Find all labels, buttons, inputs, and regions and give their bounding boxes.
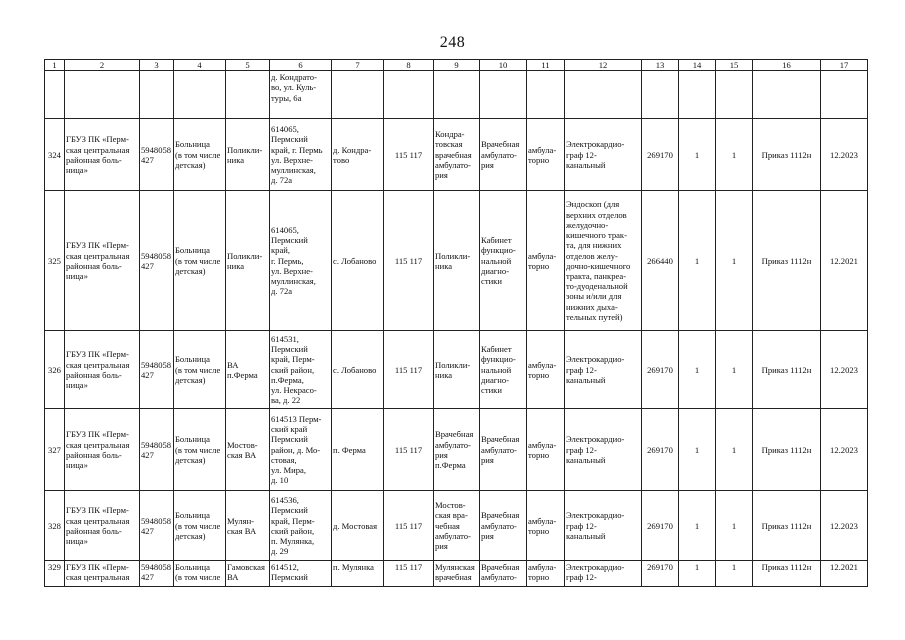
cell-text: 327 [48,444,61,455]
cell-text: амбула- торно [528,250,557,271]
cell-text: 12.2021 [830,255,858,266]
cell-text: 5948058 427 [141,144,172,165]
table-cell [270,191,332,331]
cell-text: 115 117 [394,562,423,573]
cell-text: 1 [694,149,700,160]
table-cell [565,191,642,331]
table-row [45,491,868,561]
cell-text: Эндоскоп (для верхних отделов желудочно- кишечного трак- та, для нижних отделов желу- дочно-кишечного тракта, панкреа- то-дуоденальной зоны и/или для нижних дыха- тельных путей) [566,199,631,322]
table-cell [174,191,226,331]
cell-text: Приказ 1112н [761,562,812,573]
table-cell [140,409,174,491]
cell-text: д. Кондра- тово [333,144,372,165]
table-cell [480,119,527,191]
table-cell [716,561,753,587]
cell-text: 115 117 [394,520,423,531]
table-cell [65,491,140,561]
table-cell [226,561,270,587]
cell-text: с. Лобаново [333,364,377,375]
cell-text: Врачебная амбулато- рия [481,510,520,541]
table-cell [65,561,140,587]
table-cell [642,119,679,191]
table-cell [384,561,434,587]
column-number-header: 2 [65,60,140,71]
cell-text: Поликли- ника [227,250,263,271]
column-number-header: 15 [716,60,753,71]
column-number-header: 13 [642,60,679,71]
table-cell [226,191,270,331]
table-cell [753,119,821,191]
cell-text: 1 [731,149,737,160]
table-cell [753,71,821,119]
cell-text: 614065, Пермский край, г. Пермь ул. Верхне- муллинская, д. 72а [271,124,323,186]
cell-text: ГБУЗ ПК «Перм- ская центральная районная боль- ница» [66,349,130,390]
cell-text: 5948058 427 [141,439,172,460]
table-cell [679,119,716,191]
table-cell [821,561,868,587]
table-cell [527,119,565,191]
cell-text: 1 [694,444,700,455]
cell-text: 12.2023 [830,444,858,455]
cell-text: 1 [731,255,737,266]
cell-text: 115 117 [394,149,423,160]
cell-text: Кондра- товская врачебная амбулато- рия [435,129,472,180]
table-cell [270,331,332,409]
cell-text: Больница (в том числе детская) [175,245,221,276]
cell-text: ГБУЗ ПК «Перм- ская центральная районная боль- ница» [66,429,130,470]
table-cell [270,71,332,119]
table-cell [174,409,226,491]
column-number-header: 17 [821,60,868,71]
cell-text: Мостов- ская вра- чебная амбулато- рия [435,500,471,551]
cell-text: Больница (в том числе детская) [175,139,221,170]
cell-text: амбула- торно [528,562,557,583]
table-row [45,409,868,491]
table-cell [384,409,434,491]
table-cell [226,491,270,561]
table-cell [480,71,527,119]
cell-text: Гамовская ВА [227,562,265,583]
column-number-header: 5 [226,60,270,71]
column-number-row [45,60,868,71]
table-cell [434,191,480,331]
table-cell [45,331,65,409]
table-cell [45,71,65,119]
table-cell [174,119,226,191]
cell-text: Электрокардио- граф 12- канальный [566,139,625,170]
cell-text: Больница (в том числе детская) [175,510,221,541]
table-cell [679,409,716,491]
table-cell [821,331,868,409]
table-cell [434,409,480,491]
table-cell [527,409,565,491]
table-cell [527,491,565,561]
table-cell [527,71,565,119]
column-number-header: 11 [527,60,565,71]
page-number: 248 [439,34,466,51]
cell-text: Поликли- ника [227,144,263,165]
table-cell [174,561,226,587]
cell-text: 12.2023 [830,149,858,160]
cell-text: Больница (в том числе детская) [175,434,221,465]
cell-text: д. Кондрато- во, ул. Куль- туры, 6а [271,72,317,103]
table-cell [821,491,868,561]
table-cell [332,119,384,191]
table-cell [821,71,868,119]
cell-text: 328 [48,520,61,531]
cell-text: Приказ 1112н [761,444,812,455]
cell-text: 269170 [647,444,673,455]
table-cell [565,71,642,119]
table-cell [434,331,480,409]
table-cell [65,191,140,331]
table-cell [384,331,434,409]
table-cell [679,191,716,331]
table-cell [642,191,679,331]
table-cell [480,409,527,491]
table-cell [45,491,65,561]
table-row [45,191,868,331]
column-number-header: 3 [140,60,174,71]
table-cell [332,71,384,119]
table-cell [480,491,527,561]
table-cell [753,331,821,409]
cell-text: 269170 [647,520,673,531]
table-cell [565,561,642,587]
cell-text: 1 [731,520,737,531]
table-cell [65,71,140,119]
cell-text: 1 [731,364,737,375]
table-cell [140,331,174,409]
table-cell [679,71,716,119]
cell-text: 269170 [647,562,673,573]
table-cell [642,71,679,119]
cell-text: ГБУЗ ПК «Перм- ская центральная районная боль- ница» [66,134,130,175]
table-cell [434,71,480,119]
table-cell [140,491,174,561]
cell-text: 269170 [647,149,673,160]
cell-text: Электрокардио- граф 12- [566,562,625,583]
table-cell [384,119,434,191]
table-cell [140,191,174,331]
table-cell [332,409,384,491]
table-cell [384,191,434,331]
table-cell [226,331,270,409]
cell-text: амбула- торно [528,515,557,536]
table-cell [140,561,174,587]
table-cell [434,561,480,587]
table-cell [565,409,642,491]
table-cell [821,409,868,491]
cell-text: 614512, Пермский [271,562,308,583]
table-cell [434,491,480,561]
cell-text: амбула- торно [528,439,557,460]
table-cell [679,331,716,409]
table-cell [45,409,65,491]
cell-text: 614513 Перм- ский край Пермский район, д. Мо- стовая, ул. Мира, д. 10 [271,413,322,486]
cell-text: Врачебная амбулато- рия п.Ферма [435,429,474,470]
table-row [45,561,868,587]
column-number-header: 16 [753,60,821,71]
cell-text: с. Лобаново [333,255,377,266]
cell-text: 5948058 427 [141,359,172,380]
table-cell [384,71,434,119]
cell-text: 1 [731,444,737,455]
cell-text: 325 [48,255,61,266]
cell-text: 115 117 [394,444,423,455]
cell-text: амбула- торно [528,359,557,380]
table-cell [642,491,679,561]
cell-text: Врачебная амбулато- [481,562,520,583]
cell-text: Электрокардио- граф 12- канальный [566,354,625,385]
table-cell [480,331,527,409]
table-cell [65,409,140,491]
cell-text: Больница (в том числе [175,562,221,583]
table-cell [753,191,821,331]
table-cell [753,491,821,561]
cell-text: ГБУЗ ПК «Перм- ская центральная районная боль- ница» [66,505,130,546]
cell-text: 269170 [647,364,673,375]
cell-text: Приказ 1112н [761,149,812,160]
table-cell [226,71,270,119]
cell-text: Электрокардио- граф 12- канальный [566,510,625,541]
table-cell [270,561,332,587]
column-number-header: 10 [480,60,527,71]
cell-text: Приказ 1112н [761,255,812,266]
cell-text: Поликли- ника [435,250,471,271]
column-number-header: 14 [679,60,716,71]
cell-text: Поликли- ника [435,359,471,380]
table-cell [332,191,384,331]
table-cell [716,71,753,119]
table-cell [45,191,65,331]
cell-text: 614065, Пермский край, г. Пермь, ул. Верхне- муллинская, д. 72а [271,224,316,297]
table-cell [174,71,226,119]
column-number-header: 8 [384,60,434,71]
cell-text: 266440 [647,255,673,266]
column-number-header: 1 [45,60,65,71]
table-cell [527,191,565,331]
table-cell [679,491,716,561]
table-cell [140,119,174,191]
table-row [45,331,868,409]
table-cell [65,331,140,409]
cell-text: Приказ 1112н [761,520,812,531]
table-cell [270,491,332,561]
table-cell [480,191,527,331]
table-cell [480,561,527,587]
table-cell [45,119,65,191]
cell-text: амбула- торно [528,144,557,165]
table-cell [65,119,140,191]
cell-text: 115 117 [394,255,423,266]
cell-text: 5948058 427 [141,562,172,583]
table-cell [332,561,384,587]
table-cell [384,491,434,561]
table-cell [679,561,716,587]
table-cell [270,409,332,491]
cell-text: Врачебная амбулато- рия [481,139,520,170]
cell-text: 5948058 427 [141,250,172,271]
column-number-header: 9 [434,60,480,71]
cell-text: Мулян- ская ВА [227,515,257,536]
table-cell [716,331,753,409]
cell-text: ГБУЗ ПК «Перм- ская центральная [66,562,130,583]
table-cell [716,191,753,331]
cell-text: 1 [694,520,700,531]
table-cell [332,331,384,409]
table-cell [753,561,821,587]
table-cell [716,491,753,561]
table-cell [716,119,753,191]
table-cell [565,491,642,561]
cell-text: 326 [48,364,61,375]
cell-text: Мулянская врачебная [435,562,475,583]
table-cell [565,119,642,191]
table-cell [527,331,565,409]
cell-text: Электрокардио- граф 12- канальный [566,434,625,465]
cell-text: 1 [694,364,700,375]
table-row [45,71,868,119]
cell-text: п. Ферма [333,444,366,455]
table-cell [753,409,821,491]
cell-text: 12.2021 [830,562,858,573]
column-number-header: 7 [332,60,384,71]
cell-text: Приказ 1112н [761,364,812,375]
cell-text: 12.2023 [830,364,858,375]
cell-text: 1 [731,562,737,573]
cell-text: 12.2023 [830,520,858,531]
table-cell [226,119,270,191]
table-cell [140,71,174,119]
column-number-header: 6 [270,60,332,71]
cell-text: 329 [48,562,61,573]
table-cell [434,119,480,191]
cell-text: Больница (в том числе детская) [175,354,221,385]
table-cell [642,331,679,409]
cell-text: д. Мостовая [333,520,378,531]
table-cell [174,491,226,561]
cell-text: Мостов- ская ВА [227,439,258,460]
cell-text: ГБУЗ ПК «Перм- ская центральная районная боль- ница» [66,240,130,281]
cell-text: Кабинет функцио- нальной диагно- стики [481,344,516,395]
cell-text: 614536, Пермский край, Перм- ский район, п. Мулянка, д. 29 [271,495,315,557]
table-cell [270,119,332,191]
table-cell [821,191,868,331]
table-cell [174,331,226,409]
table-cell [332,491,384,561]
cell-text: ВА п.Ферма [227,359,258,380]
cell-text: 1 [694,255,700,266]
cell-text: 5948058 427 [141,515,172,536]
column-number-header: 4 [174,60,226,71]
cell-text: Врачебная амбулато- рия [481,434,520,465]
table-cell [226,409,270,491]
table-cell [642,409,679,491]
column-number-header: 12 [565,60,642,71]
table-cell [716,409,753,491]
cell-text: 115 117 [394,364,423,375]
equipment-register-table [44,59,868,587]
cell-text: п. Мулянка [333,562,374,573]
table-row [45,119,868,191]
table-cell [45,561,65,587]
cell-text: 1 [694,562,700,573]
cell-text: 324 [48,149,61,160]
table-cell [527,561,565,587]
table-cell [565,331,642,409]
cell-text: 614531, Пермский край, Перм- ский район, п.Ферма, ул. Некрасо- ва, д. 22 [271,333,317,406]
table-cell [821,119,868,191]
cell-text: Кабинет функцио- нальной диагно- стики [481,235,516,286]
table-cell [642,561,679,587]
